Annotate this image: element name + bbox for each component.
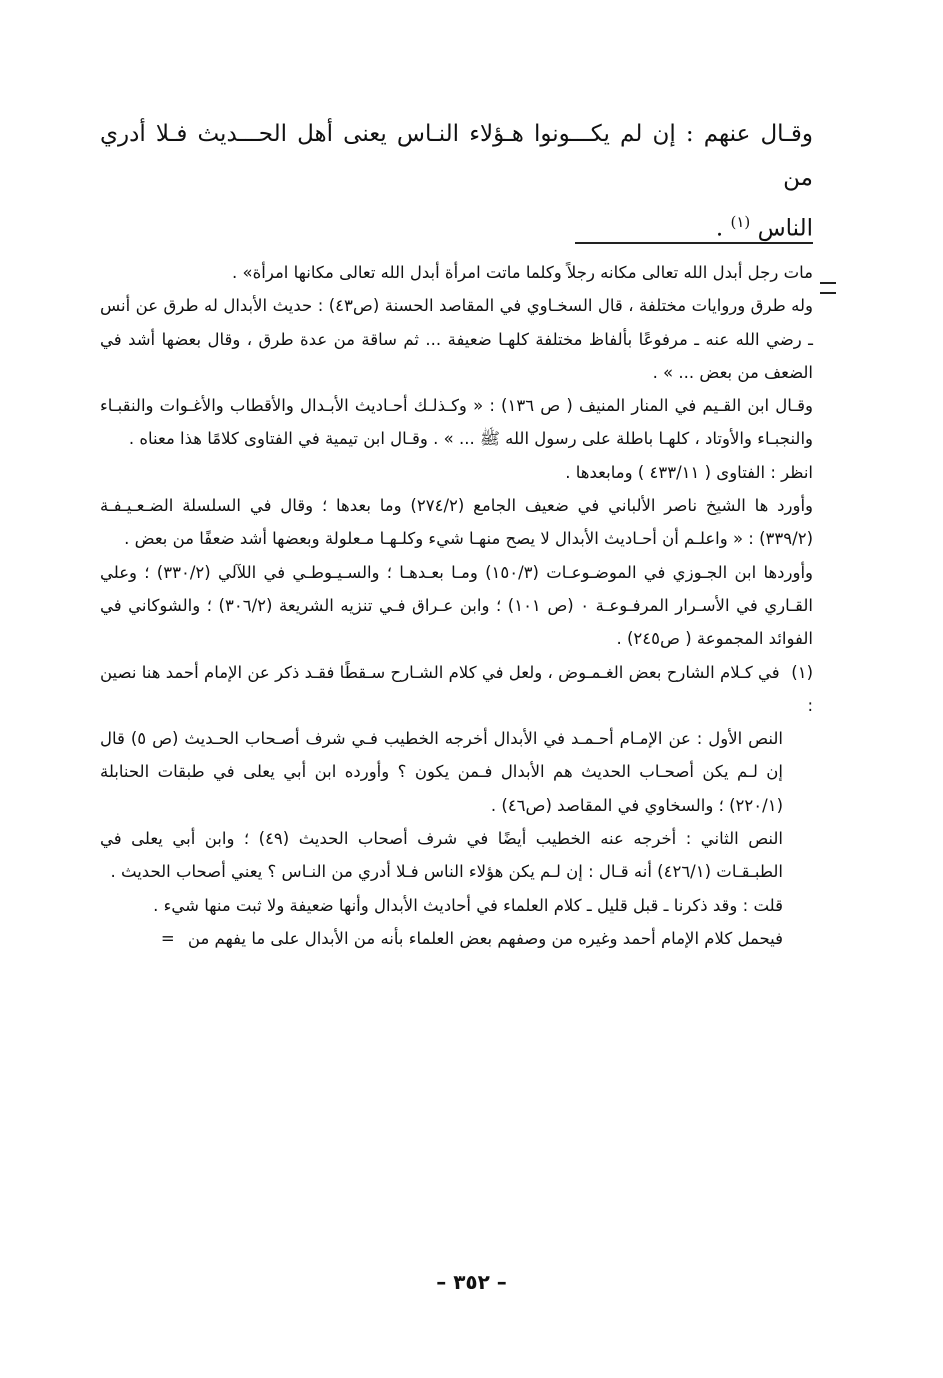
footnote-paragraph-2: وله طرق وروايات مختلفة ، قال السخـاوي في المقاصد الحسنة (ص٤٣) : حديث الأبدال له طرق عن أنس ـ رضي الله عنه ـ مرفوعًا بألفاظ مختلفة كلهـا ضعيفة ... ثم ساقة من عدة طرق ، وقال بعضها أشد في الضعف من بعض ... » .	[100, 296, 814, 382]
footnote-paragraph-3: وقـال ابن القـيم في المنار المنيف ( ص ١٣٦) : « وكـذلـك أحـاديث الأبـدال والأقطاب والأغـوات والنقبـاء والنجبـاء والأوتاد ، كلهـا باطلة على رسول الله ﷺ ... » . وقـال ابن تيمية في الفتاوى كلامًا هذا معناه .	[100, 396, 813, 449]
main-line-1: وقـال عنهم : إن لم يكـــونوا هـؤلاء النـاس يعنى أهل الحـــديث فـلا أدري من	[100, 121, 813, 191]
continue-marker: =	[160, 928, 175, 948]
main-line-2-end: .	[715, 215, 724, 242]
footnote-1-number: (١)	[791, 662, 813, 682]
footnote-paragraph-6: وأوردها ابن الجـوزي في الموضـوعـات (١٥٠/٣) ومـا بعـدهـا ؛ والسـيـوطـي في اللآلي (٣٣٠/٢) ؛ وعلي القـاري في الأسـرار المرفـوعـة ٠ (ص ١٠١) ؛ وابن عـراق فـي تنزيه الشريعة (٣٠٦/٢) ؛ والشوكاني في الفوائد المجموعة ( ص٢٤٥) .	[100, 562, 814, 649]
footnote-1-comment: قلت : وقد ذكرنا ـ قبل قليل ـ كلام العلماء في أحاديث الأبدال وأنها ضعيفة ولا ثبت منها شيء .	[153, 895, 783, 915]
footnote-paragraph-4: انظر : الفتاوى ( ٤٣٣/١١ ) ومابعدها .	[565, 462, 813, 482]
footnotes	[100, 256, 813, 955]
footnote-separator	[575, 242, 813, 244]
footnote-paragraph-5: وأورد ها الشيخ ناصر الألباني في ضعيف الجامع (٢٧٤/٢) وما بعدها ؛ وقال في السلسلة الضـعـيـفـة (٣٣٩/٢) : « واعلـم أن أحـاديث الأبدال لا يصح منهـا شيء وكلـهـا مـعلولة وبعضها أشد ضعفًا من بعض .	[100, 496, 813, 549]
footnote-1-text-1: النص الأول : عن الإمـام أحـمـد في الأبدال أخرجه الخطيب فـي شرف أصـحاب الحـديث (ص ٥) قال إن لـم يكن أصحـاب الحديث هم الأبدال فـمن يكون ؟ وأورده ابن أبي يعلى في طبقات الحنابلة (٢٢٠/١) ؛ والسخاوي في المقاصد (ص٤٦) .	[100, 729, 783, 815]
footnote-paragraph-1: مات رجل أبدل الله تعالى مكانه رجلاً وكلما ماتت امرأة أبدل الله تعالى مكانها امرأة» .	[232, 263, 813, 282]
footnote-1-last-text: فيحمل كلام الإمام أحمد وغيره من وصفهم بعض العلماء بأنه من الأبدال على ما يفهم من	[187, 928, 783, 948]
carry-over-marker	[820, 282, 836, 294]
footnote-1-text-2: النص الثاني : أخرجه عنه الخطيب أيضًا في شرف أصحاب الحديث (٤٩) ؛ وابن أبي يعلى في الطبـقـات (٤٢٦/١) أنه قـال : إن لـم يكن هؤلاء الناس فـلا أدري من النـاس ؟ يعني أصحاب الحديث .	[100, 829, 783, 882]
main-line-2-text: الناس	[757, 215, 813, 242]
footnote-1-last	[100, 922, 813, 955]
footnote-1-intro-text: في كـلام الشارح بعض الغـمـوض ، ولعل في كلام الشـارح سـقطًا فقـد ذكر عن الإمام أحمد هنا نصين :	[100, 662, 813, 715]
main-text	[100, 112, 813, 251]
page-number: – ٣٥٢ –	[436, 1270, 507, 1294]
footnote-reference: (١)	[730, 213, 751, 231]
footnote-1-intro	[100, 656, 813, 723]
